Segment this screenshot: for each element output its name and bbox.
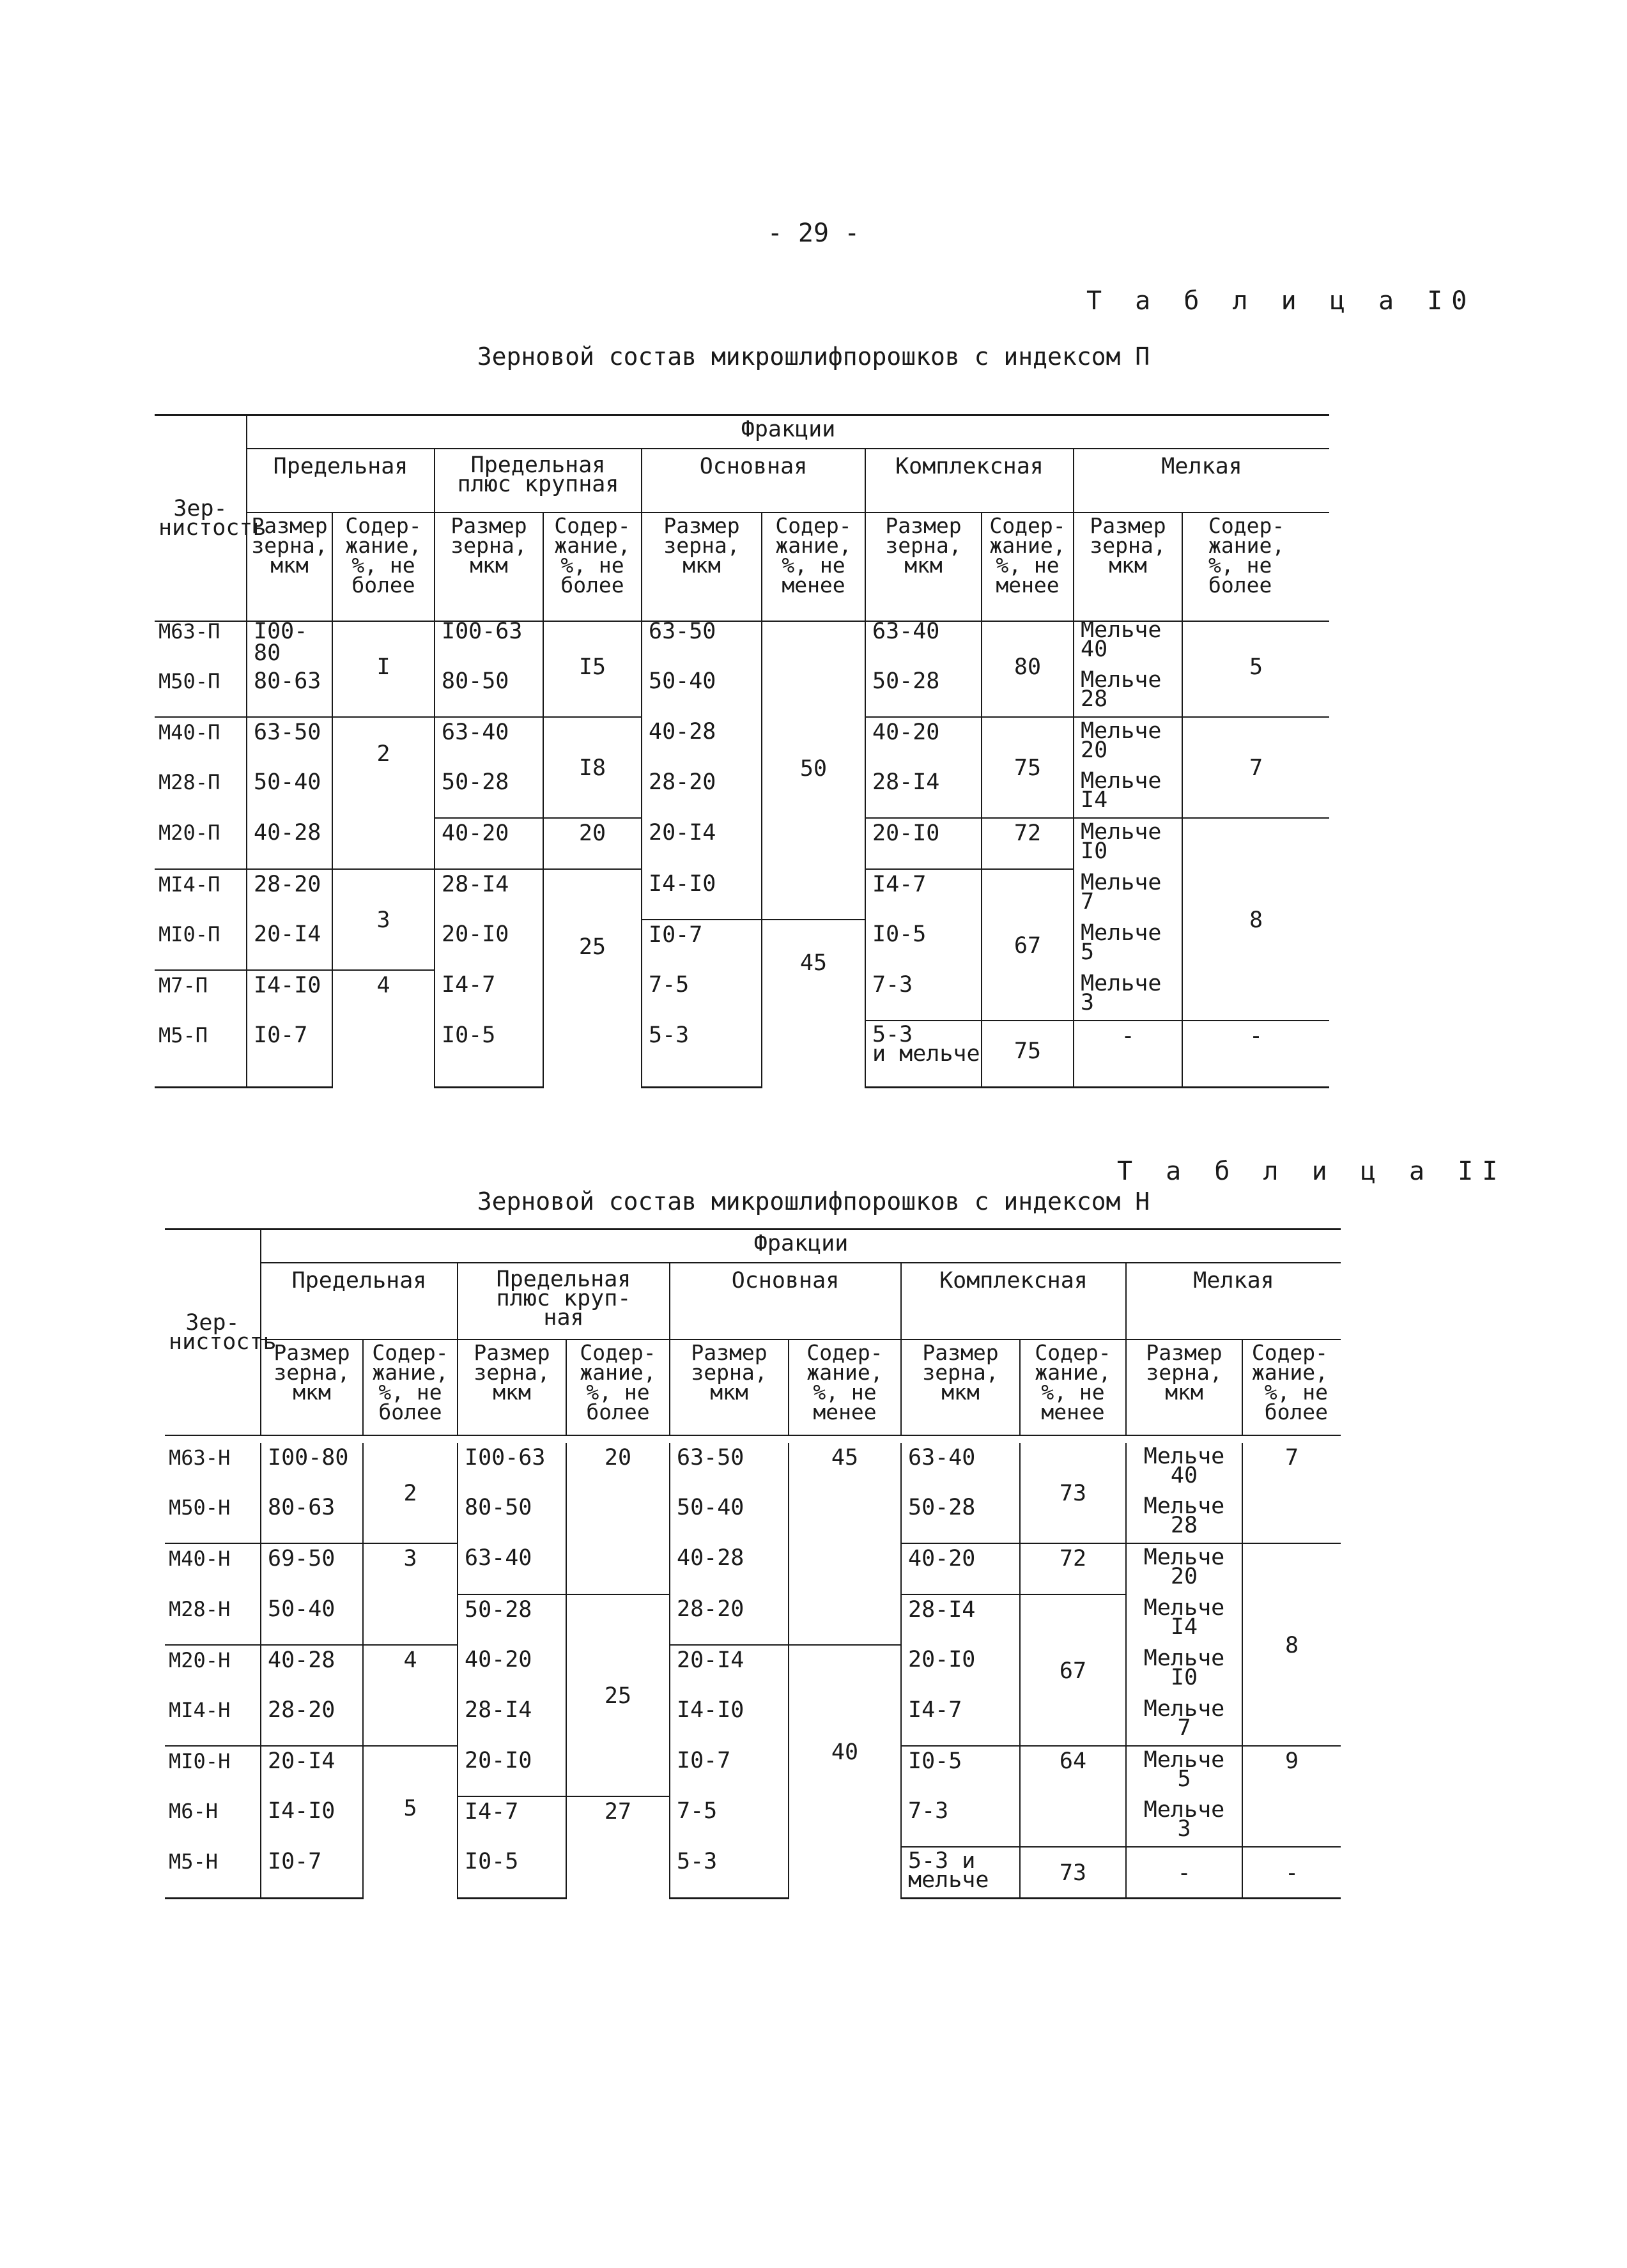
content-cell: 40	[789, 1645, 901, 1899]
content-cell: 8	[1182, 818, 1329, 1021]
size-cell: 5-3 и мельче	[901, 1847, 1020, 1899]
size-header: Размер зерна, мкм	[247, 513, 332, 621]
grit-header: Зер- нистость	[155, 415, 247, 621]
grit-cell: М40-П	[155, 717, 247, 768]
size-cell: 63-40	[435, 717, 543, 768]
content-cell: 7	[1182, 717, 1329, 818]
content-cell: 4	[332, 970, 435, 1088]
group-limit-coarse-header: Предельная плюс круп- ная	[458, 1263, 670, 1339]
size-header: Размер зерна, мкм	[865, 513, 982, 621]
content-cell: 4	[363, 1645, 458, 1746]
content-cell: I	[332, 617, 435, 717]
size-cell: 50-40	[261, 1594, 363, 1645]
size-cell: I4-7	[458, 1796, 566, 1847]
size-header: Размер зерна, мкм	[642, 513, 762, 621]
size-cell: Мельче I0	[1074, 818, 1182, 869]
content-cell: 7	[1242, 1443, 1341, 1543]
content-cell: 73	[1020, 1847, 1126, 1899]
content-cell: 45	[762, 920, 865, 1088]
group-fine-header: Мелкая	[1074, 449, 1329, 513]
size-cell: 28-I4	[901, 1594, 1020, 1645]
grit-cell: М7-П	[155, 970, 247, 1021]
size-cell: Мельче 3	[1074, 970, 1182, 1021]
size-cell: -	[1126, 1847, 1242, 1899]
size-header: Размер зерна, мкм	[458, 1339, 566, 1435]
content-cell: 73	[1020, 1443, 1126, 1543]
size-cell: Мельче I4	[1126, 1594, 1242, 1645]
content-cell: 50	[762, 617, 865, 920]
size-header: Размер зерна, мкм	[435, 513, 543, 621]
size-cell: Мельче 5	[1126, 1746, 1242, 1796]
size-header: Размер зерна, мкм	[261, 1339, 363, 1435]
size-cell: I0-5	[435, 1021, 543, 1088]
size-cell: 5-3 и мельче	[865, 1021, 982, 1088]
size-cell: 20-I0	[901, 1645, 1020, 1695]
size-cell: Мельче I0	[1126, 1645, 1242, 1695]
size-cell: 50-28	[435, 768, 543, 818]
content-cell: 2	[363, 1443, 458, 1543]
size-cell: I4-7	[435, 970, 543, 1021]
size-cell: I0-5	[901, 1746, 1020, 1796]
size-cell: 5-3	[642, 1021, 762, 1088]
grain-table-11	[165, 1228, 1341, 1436]
content-cell: 25	[543, 869, 642, 1088]
size-cell: I0-5	[865, 920, 982, 970]
size-cell: I00-63	[458, 1443, 566, 1493]
size-cell: 40-20	[435, 818, 543, 869]
size-cell: I00-80	[247, 617, 332, 667]
size-cell: Мельче 20	[1126, 1543, 1242, 1594]
size-cell: 40-20	[458, 1645, 566, 1695]
content-cell: I5	[543, 617, 642, 717]
content-cell: 3	[363, 1543, 458, 1645]
size-header: Размер зерна, мкм	[901, 1339, 1020, 1435]
grit-cell: МI0-П	[155, 920, 247, 970]
size-cell: 20-I4	[670, 1645, 789, 1695]
size-cell: 28-20	[670, 1594, 789, 1645]
size-cell: Мельче 7	[1074, 869, 1182, 920]
content-cell: 2	[332, 717, 435, 869]
size-cell: 7-5	[642, 970, 762, 1021]
content-cell: -	[1242, 1847, 1341, 1899]
grit-cell: МI0-Н	[165, 1746, 261, 1796]
grit-cell: М6-Н	[165, 1796, 261, 1847]
size-cell: 7-3	[865, 970, 982, 1021]
content-cell: 45	[789, 1443, 901, 1645]
content-cell: 8	[1242, 1543, 1341, 1746]
size-cell: Мельче 20	[1074, 717, 1182, 768]
size-cell: Мельче 28	[1074, 667, 1182, 717]
content-cell: 20	[566, 1443, 670, 1594]
size-cell: I00-80	[261, 1443, 363, 1493]
content-header: Содер- жание, %, не менее	[789, 1339, 901, 1435]
group-limit-coarse-header: Предельная плюс крупная	[435, 449, 642, 513]
content-cell: 5	[363, 1746, 458, 1899]
size-cell: 40-20	[865, 717, 982, 768]
table-10-caption: Зерновой состав микрошлифпорошков с индексом П	[477, 343, 1150, 371]
content-header: Содер- жание, %, не менее	[982, 513, 1074, 621]
content-cell: 75	[982, 717, 1074, 818]
size-cell: 7-5	[670, 1796, 789, 1847]
content-cell: 5	[1182, 617, 1329, 717]
size-cell: 80-63	[247, 667, 332, 717]
size-cell: 63-50	[642, 617, 762, 667]
size-cell: 80-50	[435, 667, 543, 717]
size-cell: 28-I4	[435, 869, 543, 920]
content-cell: -	[1182, 1021, 1329, 1088]
size-cell: I0-7	[247, 1021, 332, 1088]
content-header: Содер- жание, %, не более	[543, 513, 642, 621]
grit-cell: М40-Н	[165, 1543, 261, 1594]
content-cell: 27	[566, 1796, 670, 1899]
content-header: Содер- жание, %, не более	[1182, 513, 1329, 621]
page-number: - 29 -	[767, 219, 860, 248]
content-cell: 20	[543, 818, 642, 869]
size-cell: 5-3	[670, 1847, 789, 1899]
content-header: Содер- жание, %, не менее	[762, 513, 865, 621]
size-cell: 50-28	[458, 1594, 566, 1645]
content-cell: 72	[982, 818, 1074, 869]
grit-cell: МI4-П	[155, 869, 247, 920]
size-cell: 20-I0	[865, 818, 982, 869]
size-cell: Мельче 28	[1126, 1493, 1242, 1543]
content-cell: 67	[1020, 1594, 1126, 1746]
size-cell: 40-28	[261, 1645, 363, 1695]
size-cell: I0-7	[261, 1847, 363, 1899]
size-cell: I0-5	[458, 1847, 566, 1899]
content-header: Содер- жание, %, не более	[566, 1339, 670, 1435]
grit-header: Зер- нистость	[165, 1230, 261, 1435]
size-cell: 28-I4	[458, 1695, 566, 1746]
group-limit-header: Предельная	[247, 449, 435, 513]
grit-cell: М5-П	[155, 1021, 247, 1088]
size-cell: 28-20	[642, 768, 762, 818]
size-cell: 63-40	[901, 1443, 1020, 1493]
grit-cell: М28-Н	[165, 1594, 261, 1645]
size-cell: I0-7	[642, 920, 762, 970]
table-11-label: Т а б л и ц а II	[1117, 1157, 1507, 1186]
content-header: Содер- жание, %, не менее	[1020, 1339, 1126, 1435]
size-cell: 40-28	[670, 1543, 789, 1594]
group-main-header: Основная	[670, 1263, 901, 1339]
size-cell: Мельче 5	[1074, 920, 1182, 970]
grit-cell: М5-Н	[165, 1847, 261, 1899]
size-cell: Мельче 7	[1126, 1695, 1242, 1746]
content-cell: 75	[982, 1021, 1074, 1088]
content-cell: 72	[1020, 1543, 1126, 1594]
grit-cell: М28-П	[155, 768, 247, 818]
size-cell: I00-63	[435, 617, 543, 667]
size-cell: 28-20	[247, 869, 332, 920]
size-cell: 28-I4	[865, 768, 982, 818]
size-cell: 40-20	[901, 1543, 1020, 1594]
size-cell: 40-28	[642, 717, 762, 768]
size-cell: 80-63	[261, 1493, 363, 1543]
size-cell: 20-I0	[435, 920, 543, 970]
size-cell: 20-I4	[247, 920, 332, 970]
size-cell: I4-7	[865, 869, 982, 920]
size-cell: I0-7	[670, 1746, 789, 1796]
size-cell: 50-40	[670, 1493, 789, 1543]
content-cell: 80	[982, 617, 1074, 717]
size-cell: -	[1074, 1021, 1182, 1088]
table-11-caption: Зерновой состав микрошлифпорошков с индексом Н	[477, 1187, 1150, 1215]
table-10-label: Т а б л и ц а I0	[1086, 286, 1476, 316]
size-cell: 50-28	[901, 1493, 1020, 1543]
size-cell: 63-40	[458, 1543, 566, 1594]
size-cell: 69-50	[261, 1543, 363, 1594]
size-cell: 50-40	[247, 768, 332, 818]
size-cell: 63-50	[247, 717, 332, 768]
size-cell: Мельче I4	[1074, 768, 1182, 818]
size-cell: 40-28	[247, 818, 332, 869]
size-cell: 20-I4	[261, 1746, 363, 1796]
size-cell: 63-50	[670, 1443, 789, 1493]
grit-cell: МI4-Н	[165, 1695, 261, 1746]
size-cell: 50-28	[865, 667, 982, 717]
size-cell: 20-I0	[458, 1746, 566, 1796]
content-cell: 9	[1242, 1746, 1341, 1847]
size-cell: 80-50	[458, 1493, 566, 1543]
grit-cell: М50-П	[155, 667, 247, 717]
grain-table-10-body	[155, 617, 1329, 1088]
group-complex-header: Комплексная	[865, 449, 1074, 513]
content-header: Содер- жание, %, не более	[332, 513, 435, 621]
size-cell: I4-I0	[247, 970, 332, 1021]
size-cell: Мельче 40	[1126, 1443, 1242, 1493]
content-header: Содер- жание, %, не более	[363, 1339, 458, 1435]
grain-table-10	[155, 414, 1329, 622]
content-header: Содер- жание, %, не более	[1242, 1339, 1341, 1435]
size-cell: Мельче 3	[1126, 1796, 1242, 1847]
content-cell: 67	[982, 869, 1074, 1021]
size-cell: I4-7	[901, 1695, 1020, 1746]
content-cell: 3	[332, 869, 435, 970]
grit-cell: М63-Н	[165, 1443, 261, 1493]
content-cell: I8	[543, 717, 642, 818]
group-main-header: Основная	[642, 449, 865, 513]
group-fine-header: Мелкая	[1126, 1263, 1341, 1339]
size-header: Размер зерна, мкм	[1126, 1339, 1242, 1435]
fractions-header: Фракции	[247, 415, 1329, 449]
size-cell: 7-3	[901, 1796, 1020, 1847]
size-header: Размер зерна, мкм	[1074, 513, 1182, 621]
size-cell: Мельче 40	[1074, 617, 1182, 667]
grit-cell: М50-Н	[165, 1493, 261, 1543]
size-header: Размер зерна, мкм	[670, 1339, 789, 1435]
content-cell: 25	[566, 1594, 670, 1796]
size-cell: I4-I0	[642, 869, 762, 920]
group-complex-header: Комплексная	[901, 1263, 1126, 1339]
group-limit-header: Предельная	[261, 1263, 458, 1339]
fractions-header: Фракции	[261, 1230, 1341, 1263]
size-cell: 50-40	[642, 667, 762, 717]
grit-cell: М20-П	[155, 818, 247, 869]
grain-table-11-body	[165, 1443, 1341, 1899]
content-cell: 64	[1020, 1746, 1126, 1847]
size-cell: I4-I0	[261, 1796, 363, 1847]
grit-cell: М63-П	[155, 617, 247, 667]
size-cell: 28-20	[261, 1695, 363, 1746]
size-cell: 63-40	[865, 617, 982, 667]
size-cell: I4-I0	[670, 1695, 789, 1746]
size-cell: 20-I4	[642, 818, 762, 869]
grit-cell: М20-Н	[165, 1645, 261, 1695]
